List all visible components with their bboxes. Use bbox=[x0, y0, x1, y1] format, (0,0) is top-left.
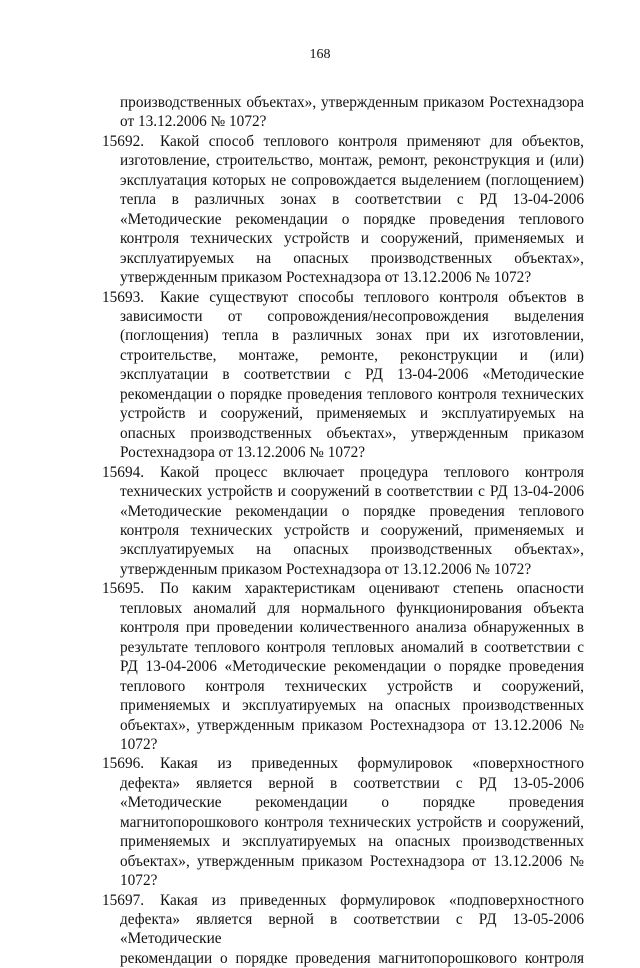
question-number: 15692. bbox=[102, 132, 145, 150]
question-15696 bbox=[102, 754, 584, 890]
question-number: 15697. bbox=[102, 891, 145, 909]
question-text: Какая из приведенных формулировок «подповерхностного дефекта» является верной в соответствии с РД 13-05-2006 «Методические bbox=[120, 891, 584, 948]
question-number: 15695. bbox=[102, 580, 145, 598]
paragraph-cut-line: рекомендации о порядке проведения магнитопорошкового контроля bbox=[120, 949, 584, 967]
question-text: Какая из приведенных формулировок «поверхностного дефекта» является верной в соответствии с РД 13-05-2006 «Методические рекомендации о порядке проведения магнитопорошкового контроля технических устройств и сооружений, применяемых и эксплуатируемых на опасных производственных объектах», утвержденным приказом Ростехнадзора от 13.12.2006 № 1072? bbox=[120, 755, 584, 890]
question-number: 15696. bbox=[102, 755, 145, 773]
question-text: Какой способ теплового контроля применяют для объектов, изготовление, строительство, монтаж, ремонт, реконструкция и (или) эксплуатация которых не сопровождается выделением (поглощением) тепла в различных зонах в соответствии с РД 13-04-2006 «Методические рекомендации о порядке проведения теплового контроля технических устройств и сооружений, применяемых и эксплуатируемых на опасных производственных объектах», утвержденным приказом Ростехнадзора от 13.12.2006 № 1072? bbox=[120, 132, 584, 287]
question-number: 15694. bbox=[102, 463, 145, 481]
question-text: Какие существуют способы теплового контроля объектов в зависимости от сопровождения/несопровождения выделения (поглощения) тепла в различных зонах при их изготовлении, строительстве, монтаже, ремонте, реконструкции и (или) эксплуатации в соответствии с РД 13-04-2006 «Методические рекомендации о порядке проведения теплового контроля технических устройств и сооружений, применяемых и эксплуатируемых на опасных производственных объектах», утвержденным приказом Ростехнадзора от 13.12.2006 № 1072? bbox=[120, 288, 584, 462]
paragraph-continuation: производственных объектах», утвержденным приказом Ростехнадзора от 13.12.2006 № 1072? bbox=[120, 94, 584, 131]
page-number: 168 bbox=[309, 47, 331, 62]
document-body bbox=[102, 93, 584, 968]
question-number: 15693. bbox=[102, 288, 145, 306]
question-15697 bbox=[102, 891, 584, 949]
question-15693 bbox=[102, 288, 584, 463]
question-text: По каким характеристикам оценивают степень опасности тепловых аномалий для нормального функционирования объекта контроля при проведении количественного анализа обнаруженных в результате теплового контроля тепловых аномалий в соответствии с РД 13-04-2006 «Методические рекомендации о порядке проведения теплового контроля технических устройств и сооружений, применяемых и эксплуатируемых на опасных производственных объектах», утвержденным приказом Ростехнадзора от 13.12.2006 № 1072? bbox=[120, 580, 584, 753]
question-15694 bbox=[102, 463, 584, 580]
question-15695 bbox=[102, 579, 584, 754]
question-text: Какой процесс включает процедура теплового контроля технических устройств и сооружений в соответствии с РД 13-04-2006 «Методические рекомендации о порядке проведения теплового контроля технических устройств и сооружений, применяемых и эксплуатируемых на опасных производственных объектах», утвержденным приказом Ростехнадзора от 13.12.2006 № 1072? bbox=[120, 463, 584, 578]
question-15692 bbox=[102, 132, 584, 288]
